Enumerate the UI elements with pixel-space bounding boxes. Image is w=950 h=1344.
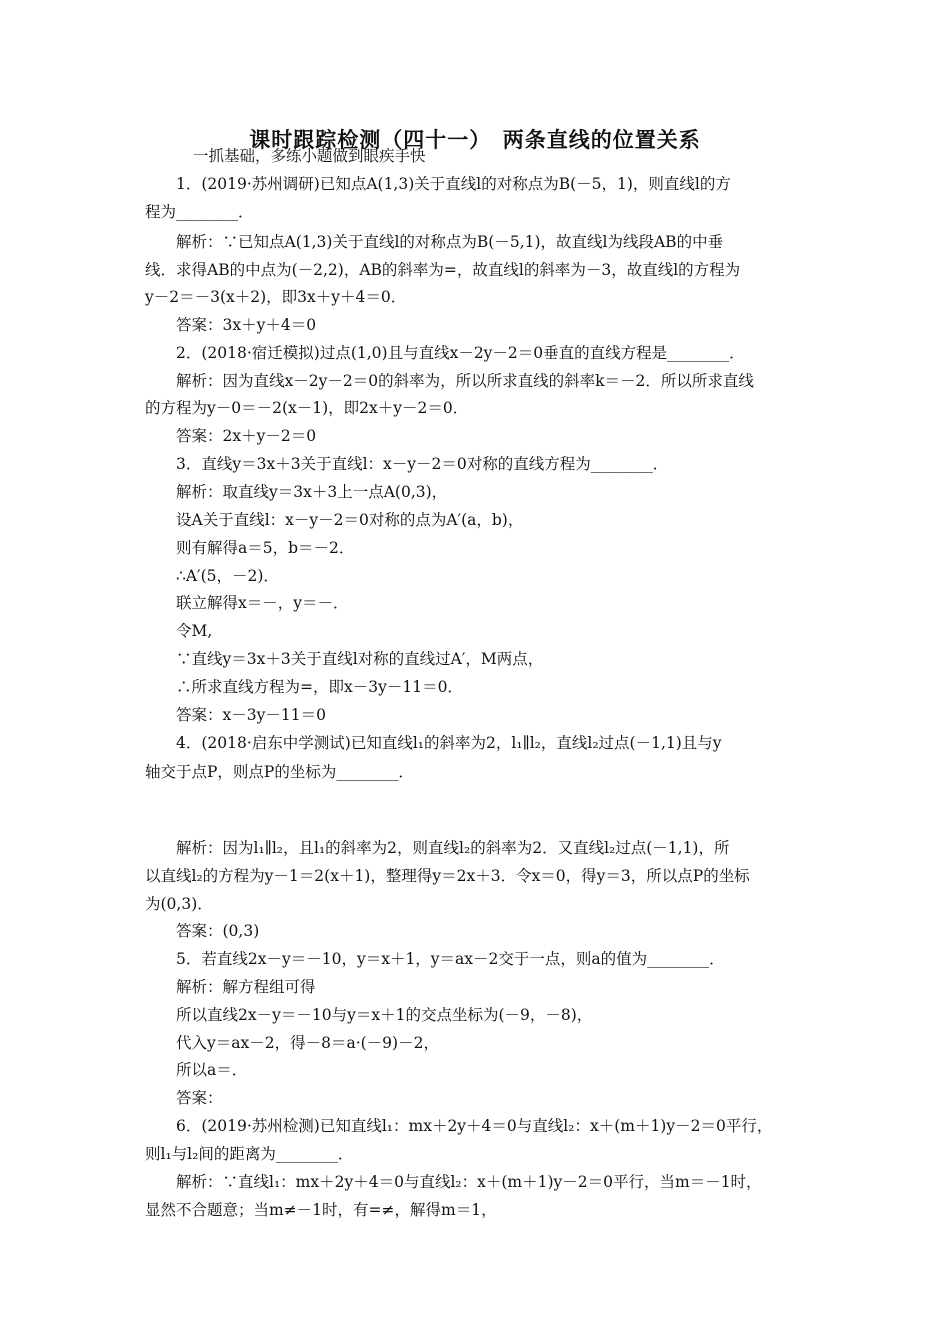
q6-line-1: 6．(2019·苏州检测)已知直线l₁：mx＋2y＋4＝0与直线l₂：x＋(m＋1)y－2＝0平行， xyxy=(176,1117,773,1135)
q3-solution-line-1: 解析：取直线y＝3x＋3上一点A(0,3)， xyxy=(176,483,448,501)
q5-solution-line-1: 解析：解方程组可得 xyxy=(176,978,316,996)
q3-solution-line-4: ∴A′(5，－2)． xyxy=(176,567,279,585)
q3-answer: 答案：x－3y－11＝0 xyxy=(176,706,326,724)
q1-solution-line-1: 解析：∵已知点A(1,3)关于直线l的对称点为B(－5,1)，故直线l为线段AB的中垂 xyxy=(176,233,724,251)
q3-solution-line-3: 则有解得a＝5，b＝－2． xyxy=(176,539,355,557)
q4-answer: 答案：(0,3) xyxy=(176,922,260,940)
q5-answer: 答案： xyxy=(176,1089,223,1107)
q2-answer: 答案：2x＋y－2＝0 xyxy=(176,427,317,445)
q4-solution-line-1: 解析：因为l₁∥l₂，且l₁的斜率为2，则直线l₂的斜率为2．又直线l₂过点(－1,1)，所 xyxy=(176,839,730,857)
q3-solution-line-7: ∵直线y＝3x＋3关于直线l对称的直线过A′，M两点， xyxy=(176,650,544,668)
q4-line-2: 轴交于点P，则点P的坐标为________． xyxy=(145,763,414,781)
q5-line-1: 5．若直线2x－y＝－10，y＝x＋1，y＝ax－2交于一点，则a的值为________． xyxy=(176,950,725,968)
q1-answer: 答案：3x＋y＋4＝0 xyxy=(176,316,317,334)
q2-line-1: 2．(2018·宿迁模拟)过点(1,0)且与直线x－2y－2＝0垂直的直线方程是________． xyxy=(176,344,745,362)
q4-solution-line-2: 以直线l₂的方程为y－1＝2(x＋1)，整理得y＝2x＋3．令x＝0，得y＝3，所以点P的坐标 xyxy=(145,867,750,885)
q4-solution-line-3: 为(0,3)． xyxy=(145,895,213,913)
subtitle: 一抓基础，多练小题做到眼疾手快 xyxy=(193,147,426,165)
q5-solution-line-4: 所以a＝． xyxy=(176,1061,248,1079)
q3-solution-line-8: ∴所求直线方程为=，即x－3y－11＝0． xyxy=(176,678,463,696)
q1-solution-line-3: y－2＝－3(x＋2)，即3x＋y＋4＝0． xyxy=(145,288,407,306)
page-title: 课时跟踪检测（四十一） 两条直线的位置关系 xyxy=(249,127,701,152)
q1-line-1: 1．(2019·苏州调研)已知点A(1,3)关于直线l的对称点为B(－5，1)，则直线l的方 xyxy=(176,175,731,193)
q2-solution-line-2: 的方程为y－0＝－2(x－1)，即2x＋y－2＝0． xyxy=(145,399,469,417)
q1-line-2: 程为________． xyxy=(145,203,254,221)
q3-line-1: 3．直线y＝3x＋3关于直线l：x－y－2＝0对称的直线方程为________． xyxy=(176,455,669,473)
q3-solution-line-6: 令M, xyxy=(176,622,213,640)
q6-solution-line-1: 解析：∵直线l₁：mx＋2y＋4＝0与直线l₂：x＋(m＋1)y－2＝0平行，当m＝－1时， xyxy=(176,1173,762,1191)
q6-solution-line-2: 显然不合题意；当m≠－1时，有=≠，解得m＝1， xyxy=(145,1201,497,1219)
q5-solution-line-3: 代入y＝ax－2，得－8＝a·(－9)－2， xyxy=(176,1034,439,1052)
q1-solution-line-2: 线．求得AB的中点为(－2,2)，AB的斜率为=，故直线l的斜率为－3，故直线l的方程为 xyxy=(145,261,741,279)
q4-line-1: 4．(2018·启东中学测试)已知直线l₁的斜率为2，l₁∥l₂，直线l₂过点(－1,1)且与y xyxy=(176,734,722,752)
q5-solution-line-2: 所以直线2x－y＝－10与y＝x＋1的交点坐标为(－9，－8)， xyxy=(176,1006,593,1024)
q3-solution-line-2: 设A关于直线l：x－y－2＝0对称的点为A′(a，b)， xyxy=(176,511,524,529)
q3-solution-line-5: 联立解得x＝－，y＝－． xyxy=(176,594,349,612)
q6-line-2: 则l₁与l₂间的距离为________． xyxy=(145,1145,354,1163)
q2-solution-line-1: 解析：因为直线x－2y－2＝0的斜率为，所以所求直线的斜率k＝－2．所以所求直线 xyxy=(176,372,754,390)
